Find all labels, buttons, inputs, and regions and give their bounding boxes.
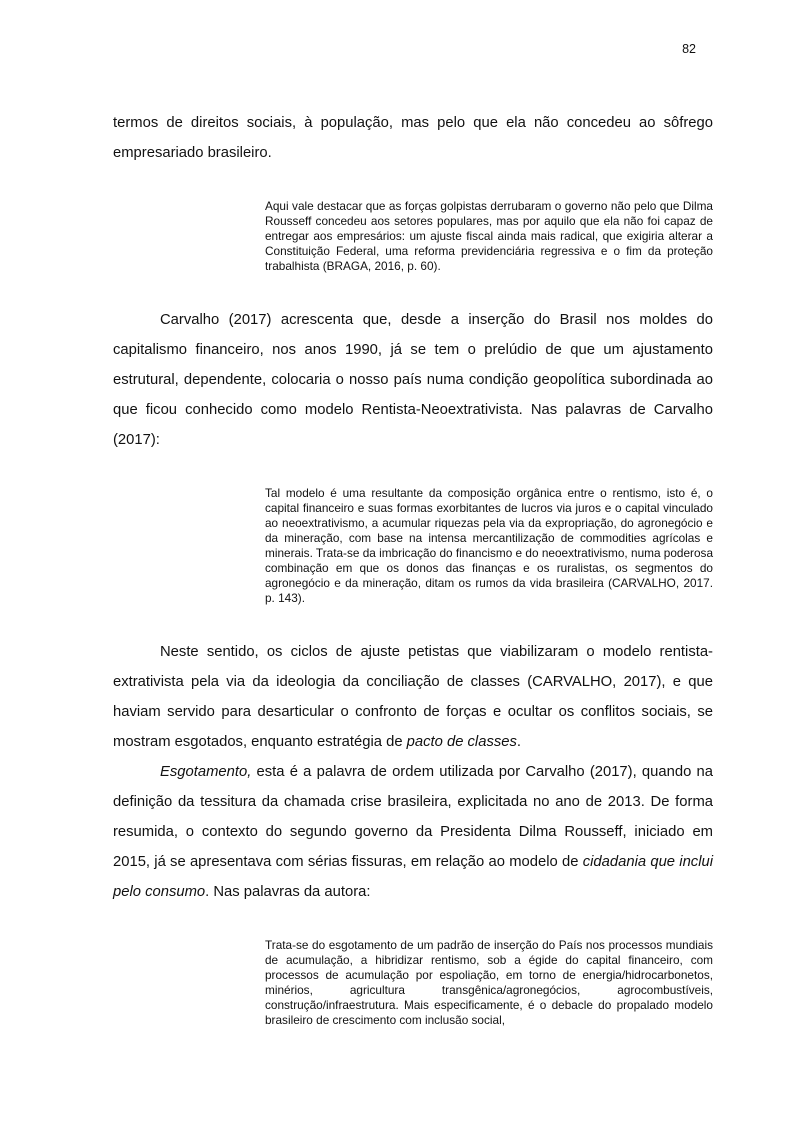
page-content	[113, 108, 713, 1059]
body-paragraph-neste-sentido	[113, 637, 713, 757]
italic-phrase-esgotamento: Esgotamento,	[160, 764, 252, 780]
block-quote-carvalho-model: Tal modelo é uma resultante da composição orgânica entre o rentismo, isto é, o capital financeiro e suas formas exorbitantes de lucros via juros e o capital vinculado ao neoextrativismo, a acumular riquezas pela via da expropriação, do agronegócio e da mineração, com base na intensa mercantilização de commodities agrícolas e minerais. Trata-se da imbricação do financismo e do neoextrativismo, numa poderosa combinação em que os donos das finanças e os ruralistas, os segmentos do agronegócio e da mineração, ditam os rumos da vida brasileira (CARVALHO, 2017. p. 143).	[265, 486, 713, 605]
paragraph-text: Neste sentido, os ciclos de ajuste petistas que viabilizaram o modelo rentista-extrativista pela via da ideologia da conciliação de classes (CARVALHO, 2017), e que haviam servido para desarticular o confronto de forças e ocultar os conflitos sociais, se mostram esgotados, enquanto estratégia de	[113, 644, 713, 750]
paragraph-text: .	[516, 734, 521, 750]
block-quote-esgotamento: Trata-se do esgotamento de um padrão de inserção do País nos processos mundiais de acumulação, a hibridizar rentismo, sob a égide do capital financeiro, com processos de acumulação por espoliação, em torno de energia/hidrocarbonetos, minérios, agricultura transgênica/agronegócios, agrocombustíveis, construção/infraestrutura. Mais especificamente, é o debacle do propalado modelo brasileiro de crescimento com inclusão social,	[265, 938, 713, 1027]
block-quote-braga: Aqui vale destacar que as forças golpistas derrubaram o governo não pelo que Dilma Rousseff concedeu aos setores populares, mas por aquilo que ela não foi capaz de entregar aos empresários: um ajuste fiscal ainda mais radical, que exigiria alterar a Constituição Federal, uma reforma previdenciária regressiva e o fim da proteção trabalhista (BRAGA, 2016, p. 60).	[265, 199, 713, 273]
body-paragraph-carvalho-intro: Carvalho (2017) acrescenta que, desde a inserção do Brasil nos moldes do capitalismo financeiro, nos anos 1990, já se tem o prelúdio de que um ajustamento estrutural, dependente, colocaria o nosso país numa condição geopolítica subordinada ao que ficou conhecido como modelo Rentista-Neoextrativista. Nas palavras de Carvalho (2017):	[113, 312, 713, 448]
paragraph-text: . Nas palavras da autora:	[205, 884, 371, 900]
italic-phrase-cidadania: cidadania que inclui pelo consumo	[113, 854, 714, 900]
body-paragraph-continuation: termos de direitos sociais, à população, mas pelo que ela não concedeu ao sôfrego empresariado brasileiro.	[113, 115, 713, 161]
italic-phrase-pacto-de-classes: pacto de classes	[406, 734, 517, 750]
page-number: 82	[682, 42, 696, 56]
paragraph-text: esta é a palavra de ordem utilizada por Carvalho (2017), quando na definição da tessitura da chamada crise brasileira, explicitada no ano de 2013. De forma resumida, o contexto do segundo governo da Presidenta Dilma Rousseff, iniciado em 2015, já se apresentava com sérias fissuras, em relação ao modelo de	[113, 764, 713, 870]
body-paragraph-esgotamento	[113, 757, 713, 907]
